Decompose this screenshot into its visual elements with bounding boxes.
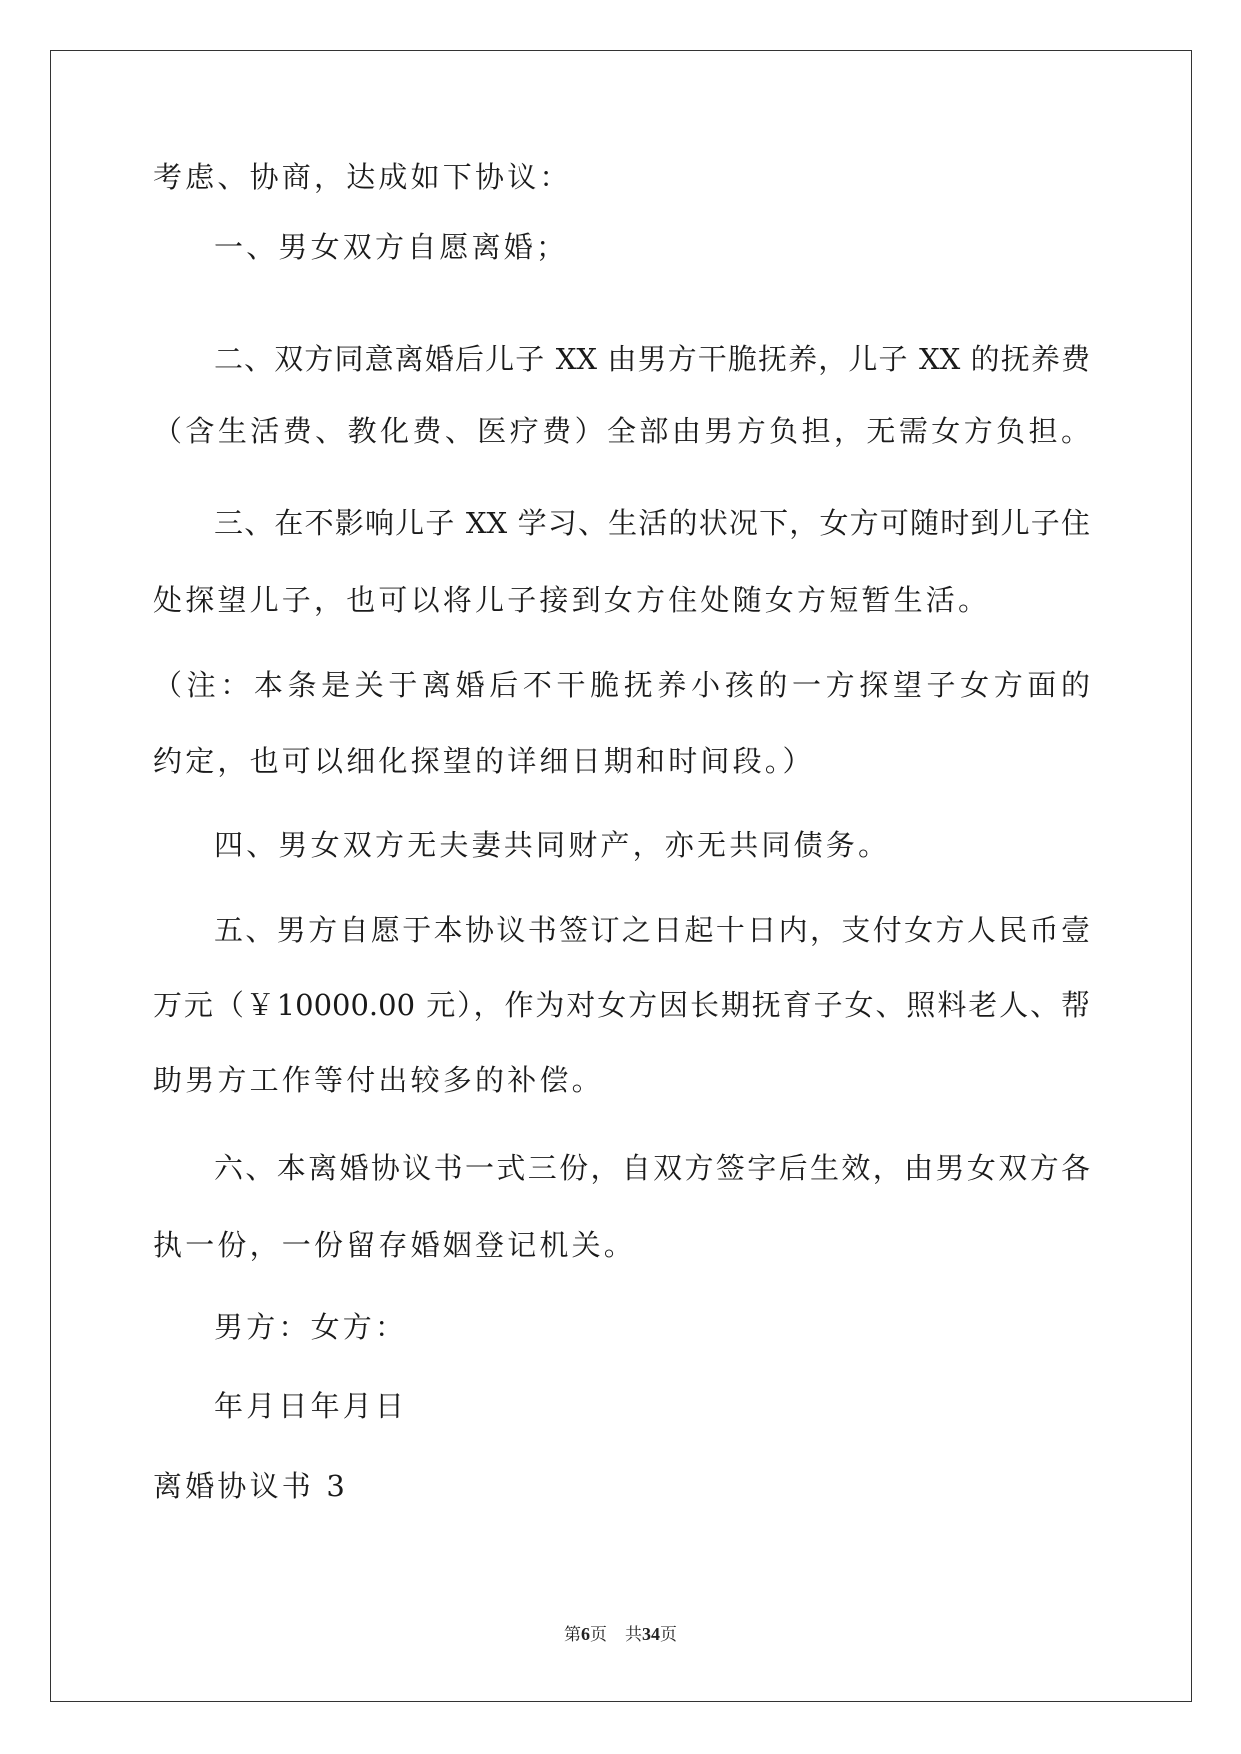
page-number: 6 bbox=[581, 1624, 590, 1644]
total-pages: 34 bbox=[642, 1624, 660, 1644]
text-line: （注：本条是关于离婚后不干脆抚养小孩的一方探望子女方面的 bbox=[153, 668, 1090, 702]
page-border bbox=[50, 50, 1192, 1702]
text-line: 处探望儿子，也可以将儿子接到女方住处随女方短暂生活。 bbox=[153, 583, 991, 617]
text-line: （含生活费、教化费、医疗费）全部由男方负担，无需女方负担。 bbox=[153, 414, 1090, 448]
section-heading: 离婚协议书 3 bbox=[153, 1469, 349, 1503]
page-suffix: 页 bbox=[590, 1625, 607, 1644]
text-line: 二、双方同意离婚后儿子 XX 由男方干脆抚养，儿子 XX 的抚养费 bbox=[214, 342, 1090, 376]
text-line: 五、男方自愿于本协议书签订之日起十日内，支付女方人民币壹 bbox=[214, 913, 1090, 947]
text-line: 一、男女双方自愿离婚； bbox=[214, 230, 569, 264]
text-line: 六、本离婚协议书一式三份，自双方签字后生效，由男女双方各 bbox=[214, 1151, 1090, 1185]
text-line: 三、在不影响儿子 XX 学习、生活的状况下，女方可随时到儿子住 bbox=[214, 506, 1090, 540]
page-footer bbox=[0, 1620, 1241, 1645]
date-line: 年月日年月日 bbox=[214, 1389, 408, 1423]
signature-line: 男方：女方： bbox=[214, 1310, 408, 1344]
total-prefix: 共 bbox=[625, 1625, 642, 1644]
text-line: 助男方工作等付出较多的补偿。 bbox=[153, 1063, 604, 1097]
text-line: 四、男女双方无夫妻共同财产，亦无共同债务。 bbox=[214, 828, 891, 862]
page-prefix: 第 bbox=[564, 1625, 581, 1644]
text-line: 考虑、协商，达成如下协议： bbox=[153, 160, 572, 194]
text-line: 约定，也可以细化探望的详细日期和时间段。） bbox=[153, 744, 815, 778]
text-line: 执一份，一份留存婚姻登记机关。 bbox=[153, 1228, 637, 1262]
text-line: 万元（￥10000.00 元），作为对女方因长期抚育子女、照料老人、帮 bbox=[153, 988, 1090, 1022]
total-suffix: 页 bbox=[660, 1625, 677, 1644]
